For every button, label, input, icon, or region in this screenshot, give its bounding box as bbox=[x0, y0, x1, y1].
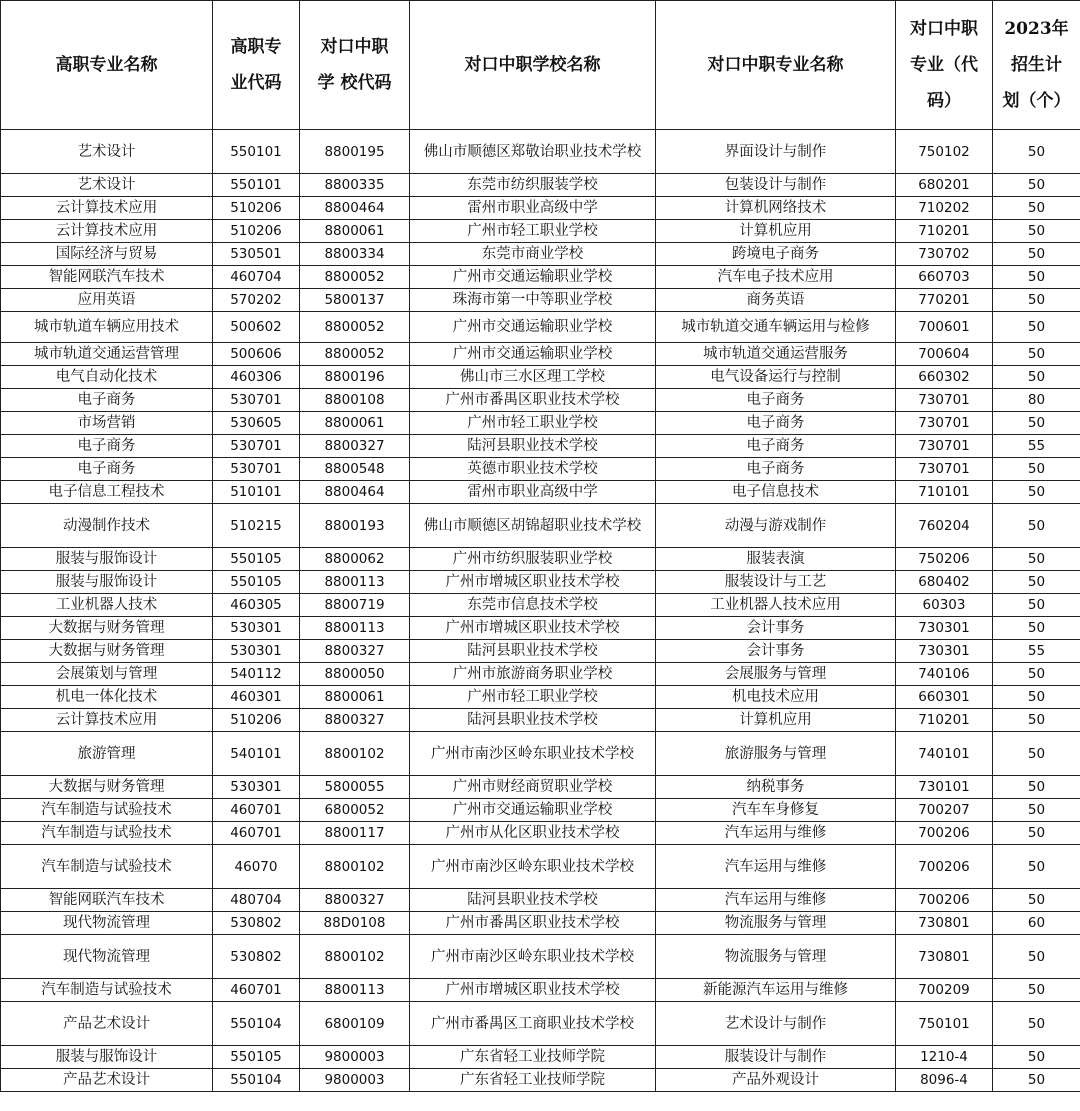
cell-vocational-major-name: 汽车制造与试验技术 bbox=[1, 799, 213, 822]
table-row bbox=[1, 174, 1080, 197]
cell-enrollment-plan: 50 bbox=[993, 663, 1080, 686]
cell-vocational-major-code: 510206 bbox=[213, 709, 300, 732]
cell-secondary-school-name: 广州市番禺区工商职业技术学校 bbox=[410, 1002, 656, 1046]
cell-enrollment-plan: 50 bbox=[993, 266, 1080, 289]
table-row bbox=[1, 1002, 1080, 1046]
cell-secondary-major-name: 汽车运用与维修 bbox=[656, 889, 896, 912]
cell-vocational-major-name: 城市轨道交通运营管理 bbox=[1, 343, 213, 366]
cell-secondary-major-name: 包装设计与制作 bbox=[656, 174, 896, 197]
cell-secondary-major-name: 城市轨道交通运营服务 bbox=[656, 343, 896, 366]
cell-secondary-major-code: 60303 bbox=[896, 594, 993, 617]
table-row bbox=[1, 979, 1080, 1002]
cell-vocational-major-code: 550105 bbox=[213, 548, 300, 571]
table-row bbox=[1, 312, 1080, 343]
cell-secondary-major-name: 新能源汽车运用与维修 bbox=[656, 979, 896, 1002]
cell-vocational-major-code: 510206 bbox=[213, 220, 300, 243]
cell-secondary-major-code: 700601 bbox=[896, 312, 993, 343]
cell-vocational-major-code: 550105 bbox=[213, 571, 300, 594]
cell-secondary-school-name: 东莞市商业学校 bbox=[410, 243, 656, 266]
table-row bbox=[1, 343, 1080, 366]
cell-secondary-major-name: 工业机器人技术应用 bbox=[656, 594, 896, 617]
cell-secondary-major-code: 680402 bbox=[896, 571, 993, 594]
cell-secondary-school-name: 陆河县职业技术学校 bbox=[410, 435, 656, 458]
cell-secondary-school-code: 8800327 bbox=[300, 709, 410, 732]
cell-vocational-major-name: 云计算技术应用 bbox=[1, 709, 213, 732]
cell-enrollment-plan: 50 bbox=[993, 594, 1080, 617]
cell-secondary-major-name: 汽车运用与维修 bbox=[656, 822, 896, 845]
cell-secondary-school-code: 9800003 bbox=[300, 1046, 410, 1069]
cell-vocational-major-code: 530802 bbox=[213, 935, 300, 979]
cell-vocational-major-code: 550104 bbox=[213, 1069, 300, 1092]
cell-secondary-major-name: 界面设计与制作 bbox=[656, 130, 896, 174]
cell-secondary-school-code: 8800464 bbox=[300, 197, 410, 220]
cell-enrollment-plan: 50 bbox=[993, 979, 1080, 1002]
cell-secondary-school-name: 广州市财经商贸职业学校 bbox=[410, 776, 656, 799]
cell-vocational-major-code: 510215 bbox=[213, 504, 300, 548]
table-row bbox=[1, 640, 1080, 663]
cell-vocational-major-name: 现代物流管理 bbox=[1, 935, 213, 979]
cell-vocational-major-code: 460306 bbox=[213, 366, 300, 389]
cell-secondary-major-code: 750206 bbox=[896, 548, 993, 571]
cell-vocational-major-code: 460701 bbox=[213, 799, 300, 822]
cell-enrollment-plan: 50 bbox=[993, 732, 1080, 776]
cell-vocational-major-code: 530605 bbox=[213, 412, 300, 435]
cell-secondary-school-code: 8800193 bbox=[300, 504, 410, 548]
cell-vocational-major-code: 46070 bbox=[213, 845, 300, 889]
cell-secondary-school-code: 8800464 bbox=[300, 481, 410, 504]
table-row bbox=[1, 458, 1080, 481]
cell-enrollment-plan: 50 bbox=[993, 617, 1080, 640]
cell-vocational-major-code: 550101 bbox=[213, 130, 300, 174]
cell-secondary-school-name: 广州市增城区职业技术学校 bbox=[410, 571, 656, 594]
cell-secondary-major-name: 会展服务与管理 bbox=[656, 663, 896, 686]
cell-secondary-school-code: 8800061 bbox=[300, 220, 410, 243]
cell-secondary-school-code: 8800052 bbox=[300, 312, 410, 343]
cell-secondary-school-code: 8800113 bbox=[300, 571, 410, 594]
cell-vocational-major-name: 电子信息工程技术 bbox=[1, 481, 213, 504]
cell-secondary-major-name: 汽车运用与维修 bbox=[656, 845, 896, 889]
cell-vocational-major-code: 460701 bbox=[213, 822, 300, 845]
cell-secondary-school-name: 广州市交通运输职业学校 bbox=[410, 799, 656, 822]
cell-secondary-school-name: 广州市番禺区职业技术学校 bbox=[410, 912, 656, 935]
cell-secondary-school-code: 6800052 bbox=[300, 799, 410, 822]
cell-secondary-major-name: 物流服务与管理 bbox=[656, 912, 896, 935]
cell-secondary-major-code: 700206 bbox=[896, 889, 993, 912]
cell-secondary-major-code: 680201 bbox=[896, 174, 993, 197]
cell-vocational-major-name: 电子商务 bbox=[1, 389, 213, 412]
cell-vocational-major-name: 电子商务 bbox=[1, 458, 213, 481]
cell-secondary-major-code: 730701 bbox=[896, 389, 993, 412]
cell-vocational-major-name: 旅游管理 bbox=[1, 732, 213, 776]
table-row bbox=[1, 594, 1080, 617]
header-vocational-major-code: 高职专 业代码 bbox=[213, 1, 300, 130]
cell-secondary-school-name: 陆河县职业技术学校 bbox=[410, 889, 656, 912]
cell-secondary-school-name: 广州市南沙区岭东职业技术学校 bbox=[410, 935, 656, 979]
table-row bbox=[1, 220, 1080, 243]
cell-enrollment-plan: 50 bbox=[993, 220, 1080, 243]
cell-secondary-major-name: 城市轨道交通车辆运用与检修 bbox=[656, 312, 896, 343]
cell-enrollment-plan: 50 bbox=[993, 366, 1080, 389]
cell-enrollment-plan: 50 bbox=[993, 1046, 1080, 1069]
cell-vocational-major-code: 530701 bbox=[213, 389, 300, 412]
cell-secondary-school-name: 广州市交通运输职业学校 bbox=[410, 343, 656, 366]
cell-vocational-major-code: 510101 bbox=[213, 481, 300, 504]
cell-secondary-school-name: 雷州市职业高级中学 bbox=[410, 197, 656, 220]
cell-secondary-major-name: 电子商务 bbox=[656, 458, 896, 481]
cell-enrollment-plan: 50 bbox=[993, 458, 1080, 481]
cell-vocational-major-code: 500602 bbox=[213, 312, 300, 343]
cell-secondary-major-code: 730101 bbox=[896, 776, 993, 799]
table-row bbox=[1, 912, 1080, 935]
cell-secondary-major-name: 计算机应用 bbox=[656, 709, 896, 732]
cell-secondary-school-code: 8800102 bbox=[300, 935, 410, 979]
cell-vocational-major-code: 460305 bbox=[213, 594, 300, 617]
cell-enrollment-plan: 60 bbox=[993, 912, 1080, 935]
cell-enrollment-plan: 50 bbox=[993, 243, 1080, 266]
cell-vocational-major-code: 480704 bbox=[213, 889, 300, 912]
cell-secondary-major-code: 710202 bbox=[896, 197, 993, 220]
cell-secondary-school-code: 8800052 bbox=[300, 343, 410, 366]
table-row bbox=[1, 366, 1080, 389]
cell-enrollment-plan: 50 bbox=[993, 412, 1080, 435]
cell-secondary-major-name: 会计事务 bbox=[656, 640, 896, 663]
header-secondary-major-name: 对口中职专业名称 bbox=[656, 1, 896, 130]
cell-secondary-major-name: 电子商务 bbox=[656, 435, 896, 458]
cell-vocational-major-name: 大数据与财务管理 bbox=[1, 640, 213, 663]
cell-secondary-major-name: 机电技术应用 bbox=[656, 686, 896, 709]
table-row bbox=[1, 1069, 1080, 1092]
cell-enrollment-plan: 50 bbox=[993, 130, 1080, 174]
cell-secondary-major-code: 700206 bbox=[896, 822, 993, 845]
cell-secondary-major-code: 730301 bbox=[896, 640, 993, 663]
cell-vocational-major-code: 550105 bbox=[213, 1046, 300, 1069]
cell-secondary-major-code: 740106 bbox=[896, 663, 993, 686]
table-row bbox=[1, 389, 1080, 412]
cell-secondary-school-name: 广州市交通运输职业学校 bbox=[410, 266, 656, 289]
cell-enrollment-plan: 50 bbox=[993, 799, 1080, 822]
cell-secondary-school-name: 广州市轻工职业学校 bbox=[410, 412, 656, 435]
cell-secondary-school-code: 8800117 bbox=[300, 822, 410, 845]
cell-secondary-major-code: 730701 bbox=[896, 412, 993, 435]
cell-secondary-school-code: 88D0108 bbox=[300, 912, 410, 935]
cell-vocational-major-code: 530701 bbox=[213, 458, 300, 481]
cell-vocational-major-code: 530301 bbox=[213, 776, 300, 799]
cell-secondary-school-code: 8800108 bbox=[300, 389, 410, 412]
cell-enrollment-plan: 50 bbox=[993, 343, 1080, 366]
cell-enrollment-plan: 50 bbox=[993, 889, 1080, 912]
cell-secondary-major-code: 740101 bbox=[896, 732, 993, 776]
cell-enrollment-plan: 55 bbox=[993, 435, 1080, 458]
table-row bbox=[1, 412, 1080, 435]
cell-secondary-school-name: 广州市南沙区岭东职业技术学校 bbox=[410, 845, 656, 889]
cell-secondary-school-code: 8800050 bbox=[300, 663, 410, 686]
cell-vocational-major-name: 工业机器人技术 bbox=[1, 594, 213, 617]
cell-secondary-school-name: 珠海市第一中等职业学校 bbox=[410, 289, 656, 312]
cell-secondary-major-name: 汽车电子技术应用 bbox=[656, 266, 896, 289]
cell-secondary-school-code: 8800062 bbox=[300, 548, 410, 571]
cell-enrollment-plan: 50 bbox=[993, 174, 1080, 197]
table-row bbox=[1, 548, 1080, 571]
cell-secondary-school-name: 广州市交通运输职业学校 bbox=[410, 312, 656, 343]
cell-secondary-school-code: 8800052 bbox=[300, 266, 410, 289]
cell-enrollment-plan: 50 bbox=[993, 709, 1080, 732]
cell-secondary-major-code: 770201 bbox=[896, 289, 993, 312]
cell-vocational-major-name: 应用英语 bbox=[1, 289, 213, 312]
cell-vocational-major-name: 会展策划与管理 bbox=[1, 663, 213, 686]
cell-vocational-major-code: 550104 bbox=[213, 1002, 300, 1046]
cell-enrollment-plan: 50 bbox=[993, 1069, 1080, 1092]
cell-vocational-major-name: 云计算技术应用 bbox=[1, 220, 213, 243]
cell-secondary-school-name: 广州市纺织服装职业学校 bbox=[410, 548, 656, 571]
table-row bbox=[1, 1046, 1080, 1069]
cell-vocational-major-code: 530501 bbox=[213, 243, 300, 266]
cell-vocational-major-name: 市场营销 bbox=[1, 412, 213, 435]
cell-secondary-major-code: 700209 bbox=[896, 979, 993, 1002]
table-row bbox=[1, 130, 1080, 174]
cell-enrollment-plan: 50 bbox=[993, 312, 1080, 343]
table-row bbox=[1, 845, 1080, 889]
cell-vocational-major-name: 大数据与财务管理 bbox=[1, 776, 213, 799]
cell-secondary-school-name: 广州市旅游商务职业学校 bbox=[410, 663, 656, 686]
cell-vocational-major-name: 产品艺术设计 bbox=[1, 1002, 213, 1046]
cell-vocational-major-name: 服装与服饰设计 bbox=[1, 571, 213, 594]
cell-vocational-major-name: 动漫制作技术 bbox=[1, 504, 213, 548]
cell-secondary-major-code: 700604 bbox=[896, 343, 993, 366]
cell-vocational-major-name: 云计算技术应用 bbox=[1, 197, 213, 220]
cell-secondary-major-code: 730801 bbox=[896, 912, 993, 935]
table-body bbox=[1, 130, 1080, 1092]
cell-vocational-major-name: 大数据与财务管理 bbox=[1, 617, 213, 640]
cell-vocational-major-code: 530301 bbox=[213, 617, 300, 640]
cell-enrollment-plan: 50 bbox=[993, 548, 1080, 571]
header-enrollment-plan-2023: 2023年 招生计 划（个） bbox=[993, 1, 1080, 130]
table-row bbox=[1, 481, 1080, 504]
cell-secondary-major-name: 电子商务 bbox=[656, 412, 896, 435]
cell-secondary-school-name: 东莞市信息技术学校 bbox=[410, 594, 656, 617]
cell-secondary-school-name: 广东省轻工业技师学院 bbox=[410, 1046, 656, 1069]
cell-vocational-major-name: 艺术设计 bbox=[1, 130, 213, 174]
cell-secondary-major-code: 710201 bbox=[896, 220, 993, 243]
cell-vocational-major-name: 电子商务 bbox=[1, 435, 213, 458]
cell-secondary-school-code: 8800113 bbox=[300, 979, 410, 1002]
table-row bbox=[1, 197, 1080, 220]
cell-vocational-major-name: 汽车制造与试验技术 bbox=[1, 979, 213, 1002]
cell-secondary-major-name: 电气设备运行与控制 bbox=[656, 366, 896, 389]
cell-secondary-school-name: 英德市职业技术学校 bbox=[410, 458, 656, 481]
cell-vocational-major-code: 530301 bbox=[213, 640, 300, 663]
table-row bbox=[1, 799, 1080, 822]
cell-secondary-major-code: 700206 bbox=[896, 845, 993, 889]
cell-secondary-major-code: 1210-4 bbox=[896, 1046, 993, 1069]
table-row bbox=[1, 709, 1080, 732]
cell-secondary-school-code: 8800102 bbox=[300, 845, 410, 889]
cell-secondary-major-name: 跨境电子商务 bbox=[656, 243, 896, 266]
cell-secondary-major-code: 700207 bbox=[896, 799, 993, 822]
cell-secondary-major-code: 730301 bbox=[896, 617, 993, 640]
cell-vocational-major-name: 产品艺术设计 bbox=[1, 1069, 213, 1092]
table-row bbox=[1, 617, 1080, 640]
cell-secondary-major-name: 商务英语 bbox=[656, 289, 896, 312]
cell-secondary-school-code: 9800003 bbox=[300, 1069, 410, 1092]
cell-secondary-major-code: 750102 bbox=[896, 130, 993, 174]
cell-enrollment-plan: 50 bbox=[993, 197, 1080, 220]
cell-vocational-major-name: 国际经济与贸易 bbox=[1, 243, 213, 266]
cell-secondary-major-name: 电子商务 bbox=[656, 389, 896, 412]
cell-vocational-major-code: 460701 bbox=[213, 979, 300, 1002]
cell-secondary-school-name: 广州市从化区职业技术学校 bbox=[410, 822, 656, 845]
cell-secondary-major-name: 会计事务 bbox=[656, 617, 896, 640]
cell-enrollment-plan: 50 bbox=[993, 571, 1080, 594]
cell-enrollment-plan: 80 bbox=[993, 389, 1080, 412]
cell-secondary-major-code: 730701 bbox=[896, 458, 993, 481]
cell-secondary-school-name: 广州市轻工职业学校 bbox=[410, 220, 656, 243]
cell-secondary-school-name: 陆河县职业技术学校 bbox=[410, 709, 656, 732]
cell-secondary-school-name: 东莞市纺织服装学校 bbox=[410, 174, 656, 197]
cell-secondary-major-name: 电子信息技术 bbox=[656, 481, 896, 504]
cell-enrollment-plan: 50 bbox=[993, 935, 1080, 979]
cell-vocational-major-name: 汽车制造与试验技术 bbox=[1, 845, 213, 889]
cell-enrollment-plan: 50 bbox=[993, 481, 1080, 504]
cell-vocational-major-name: 智能网联汽车技术 bbox=[1, 889, 213, 912]
cell-vocational-major-name: 服装与服饰设计 bbox=[1, 1046, 213, 1069]
cell-secondary-major-name: 纳税事务 bbox=[656, 776, 896, 799]
cell-enrollment-plan: 50 bbox=[993, 289, 1080, 312]
cell-secondary-major-name: 艺术设计与制作 bbox=[656, 1002, 896, 1046]
table-row bbox=[1, 435, 1080, 458]
cell-secondary-school-code: 6800109 bbox=[300, 1002, 410, 1046]
cell-secondary-major-name: 服装设计与工艺 bbox=[656, 571, 896, 594]
cell-vocational-major-name: 汽车制造与试验技术 bbox=[1, 822, 213, 845]
cell-vocational-major-code: 510206 bbox=[213, 197, 300, 220]
table-row bbox=[1, 686, 1080, 709]
cell-secondary-school-name: 广州市番禺区职业技术学校 bbox=[410, 389, 656, 412]
cell-secondary-major-code: 730702 bbox=[896, 243, 993, 266]
cell-secondary-major-name: 产品外观设计 bbox=[656, 1069, 896, 1092]
cell-vocational-major-code: 530701 bbox=[213, 435, 300, 458]
cell-secondary-school-code: 8800335 bbox=[300, 174, 410, 197]
cell-secondary-major-code: 710101 bbox=[896, 481, 993, 504]
cell-vocational-major-name: 现代物流管理 bbox=[1, 912, 213, 935]
cell-secondary-major-code: 660301 bbox=[896, 686, 993, 709]
cell-secondary-school-name: 佛山市顺德区胡锦超职业技术学校 bbox=[410, 504, 656, 548]
table-row bbox=[1, 289, 1080, 312]
header-secondary-school-code: 对口中职 学 校代码 bbox=[300, 1, 410, 130]
cell-vocational-major-code: 550101 bbox=[213, 174, 300, 197]
cell-vocational-major-code: 460301 bbox=[213, 686, 300, 709]
cell-secondary-school-code: 5800055 bbox=[300, 776, 410, 799]
cell-secondary-school-name: 广东省轻工业技师学院 bbox=[410, 1069, 656, 1092]
cell-secondary-school-name: 广州市增城区职业技术学校 bbox=[410, 979, 656, 1002]
cell-enrollment-plan: 50 bbox=[993, 822, 1080, 845]
cell-secondary-school-name: 陆河县职业技术学校 bbox=[410, 640, 656, 663]
table-row bbox=[1, 504, 1080, 548]
cell-secondary-major-code: 730701 bbox=[896, 435, 993, 458]
cell-secondary-major-name: 物流服务与管理 bbox=[656, 935, 896, 979]
cell-secondary-school-code: 8800327 bbox=[300, 889, 410, 912]
cell-secondary-major-name: 动漫与游戏制作 bbox=[656, 504, 896, 548]
cell-enrollment-plan: 50 bbox=[993, 776, 1080, 799]
cell-vocational-major-name: 机电一体化技术 bbox=[1, 686, 213, 709]
cell-vocational-major-code: 540112 bbox=[213, 663, 300, 686]
cell-secondary-school-name: 广州市南沙区岭东职业技术学校 bbox=[410, 732, 656, 776]
cell-secondary-major-name: 计算机应用 bbox=[656, 220, 896, 243]
cell-enrollment-plan: 50 bbox=[993, 686, 1080, 709]
cell-secondary-major-code: 750101 bbox=[896, 1002, 993, 1046]
cell-vocational-major-code: 540101 bbox=[213, 732, 300, 776]
header-secondary-major-code: 对口中职 专业（代 码） bbox=[896, 1, 993, 130]
table-row bbox=[1, 266, 1080, 289]
cell-secondary-major-code: 660302 bbox=[896, 366, 993, 389]
cell-vocational-major-name: 电气自动化技术 bbox=[1, 366, 213, 389]
table-row bbox=[1, 571, 1080, 594]
table-header-row bbox=[1, 1, 1080, 130]
table-row bbox=[1, 822, 1080, 845]
table-row bbox=[1, 243, 1080, 266]
cell-vocational-major-code: 500606 bbox=[213, 343, 300, 366]
cell-secondary-school-code: 8800196 bbox=[300, 366, 410, 389]
cell-secondary-school-name: 广州市增城区职业技术学校 bbox=[410, 617, 656, 640]
cell-secondary-major-code: 8096-4 bbox=[896, 1069, 993, 1092]
cell-secondary-school-code: 8800113 bbox=[300, 617, 410, 640]
cell-secondary-school-code: 5800137 bbox=[300, 289, 410, 312]
cell-secondary-major-name: 服装设计与制作 bbox=[656, 1046, 896, 1069]
cell-enrollment-plan: 50 bbox=[993, 1002, 1080, 1046]
cell-enrollment-plan: 50 bbox=[993, 504, 1080, 548]
table-row bbox=[1, 935, 1080, 979]
cell-secondary-school-name: 雷州市职业高级中学 bbox=[410, 481, 656, 504]
table-row bbox=[1, 776, 1080, 799]
cell-vocational-major-code: 530802 bbox=[213, 912, 300, 935]
cell-vocational-major-name: 城市轨道车辆应用技术 bbox=[1, 312, 213, 343]
cell-secondary-major-code: 760204 bbox=[896, 504, 993, 548]
cell-secondary-major-code: 710201 bbox=[896, 709, 993, 732]
cell-secondary-school-code: 8800061 bbox=[300, 412, 410, 435]
cell-enrollment-plan: 50 bbox=[993, 845, 1080, 889]
cell-secondary-school-code: 8800195 bbox=[300, 130, 410, 174]
cell-secondary-school-name: 广州市轻工职业学校 bbox=[410, 686, 656, 709]
cell-secondary-major-code: 730801 bbox=[896, 935, 993, 979]
header-vocational-major-name: 高职专业名称 bbox=[1, 1, 213, 130]
cell-secondary-school-code: 8800548 bbox=[300, 458, 410, 481]
header-secondary-school-name: 对口中职学校名称 bbox=[410, 1, 656, 130]
cell-secondary-school-code: 8800327 bbox=[300, 435, 410, 458]
cell-secondary-school-code: 8800334 bbox=[300, 243, 410, 266]
cell-secondary-school-name: 佛山市顺德区郑敬诒职业技术学校 bbox=[410, 130, 656, 174]
table-row bbox=[1, 889, 1080, 912]
cell-vocational-major-name: 服装与服饰设计 bbox=[1, 548, 213, 571]
cell-secondary-major-code: 660703 bbox=[896, 266, 993, 289]
cell-secondary-school-code: 8800102 bbox=[300, 732, 410, 776]
table-row bbox=[1, 663, 1080, 686]
cell-secondary-major-name: 旅游服务与管理 bbox=[656, 732, 896, 776]
cell-vocational-major-code: 570202 bbox=[213, 289, 300, 312]
cell-secondary-school-name: 佛山市三水区理工学校 bbox=[410, 366, 656, 389]
table-row bbox=[1, 732, 1080, 776]
cell-secondary-major-name: 计算机网络技术 bbox=[656, 197, 896, 220]
cell-secondary-school-code: 8800327 bbox=[300, 640, 410, 663]
cell-enrollment-plan: 55 bbox=[993, 640, 1080, 663]
cell-vocational-major-name: 智能网联汽车技术 bbox=[1, 266, 213, 289]
cell-secondary-school-code: 8800719 bbox=[300, 594, 410, 617]
cell-vocational-major-code: 460704 bbox=[213, 266, 300, 289]
cell-secondary-school-code: 8800061 bbox=[300, 686, 410, 709]
cell-vocational-major-name: 艺术设计 bbox=[1, 174, 213, 197]
cell-secondary-major-name: 服装表演 bbox=[656, 548, 896, 571]
cell-secondary-major-name: 汽车车身修复 bbox=[656, 799, 896, 822]
